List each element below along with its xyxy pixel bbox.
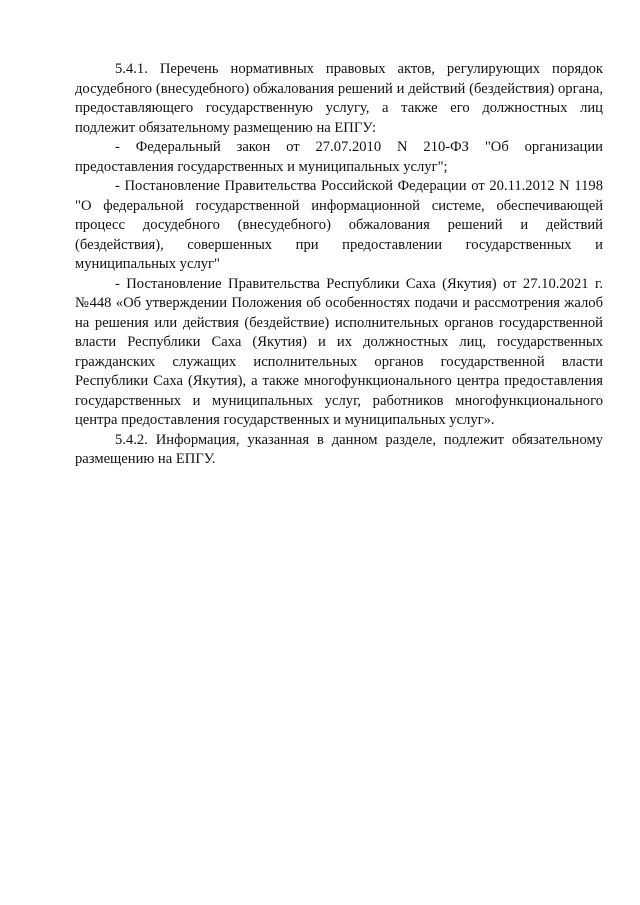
list-item-federal-law: - Федеральный закон от 27.07.2010 N 210-ФЗ "Об организации предоставления государственных и муниципальных услуг"; (75, 139, 603, 175)
paragraph-5-4-2: 5.4.2. Информация, указанная в данном разделе, подлежит обязательному размещению на ЕПГУ. (75, 431, 603, 467)
list-item-government-decree-1198: - Постановление Правительства Российской Федерации от 20.11.2012 N 1198 "О федеральной государственной информационной системе, обеспечивающей процесс досудебного (внесудебного) обжалования решений и действий (бездействия), совершенных при предоставлении государственных и муниципальных услуг" (75, 178, 603, 272)
list-item-yakutia-decree-448: - Постановление Правительства Республики Саха (Якутия) от 27.10.2021 г. №448 «Об утверждении Положения об особенностях подачи и рассмотрения жалоб на решения или действия (бездействие) исполнительных органов государственной власти Республики Саха (Якутия) и их должностных лиц, государственных гражданских служащих исполнительных органов государственной власти Республики Саха (Якутия), а также многофункционального центра предоставления государственных и муниципальных услуг, работников многофункционального центра предоставления государственных и муниципальных услуг». (75, 275, 603, 428)
paragraph-5-4-1: 5.4.1. Перечень нормативных правовых актов, регулирующих порядок досудебного (внесудебного) обжалования решений и действий (бездействия) органа, предоставляющего государственную услугу, а также его должностных лиц подлежит обязательному размещению на ЕПГУ: (75, 61, 603, 136)
document-body (75, 60, 603, 470)
